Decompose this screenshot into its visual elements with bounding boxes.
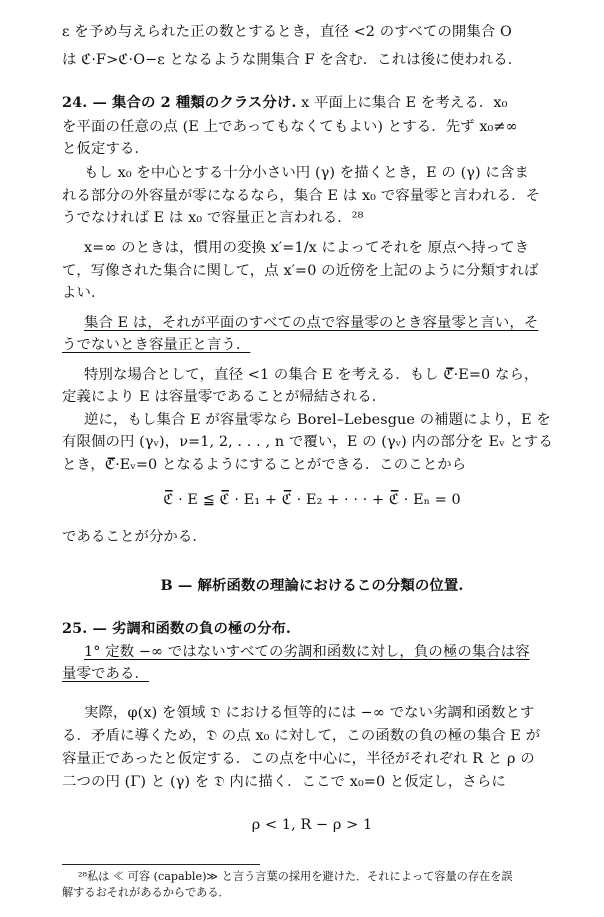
intro-line-2: は ℭ·F>ℭ·O−ε となるような開集合 F を含む．これは後に使われる．: [62, 52, 523, 68]
section-24-line-15: であることが分かる．: [62, 529, 207, 545]
part-b-heading: B — 解析函数の理論におけるこの分類の位置.: [160, 577, 464, 594]
theorem-line-2: 量零である．: [62, 666, 149, 682]
footnote-line-1: ²⁸私は ≪ 可容 (capable)≫ と言う言葉の採用を避けた．それによって容量の存在を誤: [78, 870, 513, 883]
section-25-line-1: 実際，φ(x) を領域 𝔇 における恒等的には −∞ でない劣調和函数とす: [84, 705, 535, 721]
section-24-line-14: とき，ℭ̅·Eᵥ=0 となるようにすることができる．このことから: [62, 457, 467, 473]
definition-line-2: うでないとき容量正と言う．: [62, 337, 251, 353]
section-24-line-13: 有限個の円 (γᵥ)，ν=1, 2, . . . , n で覆い，E の (γᵥ) 内の部分を Eᵥ とする: [62, 434, 553, 450]
section-24-line-5: れる部分の外容量が零になるなら，集合 E は x₀ で容量零と言われる．そ: [62, 188, 541, 204]
section-25-line-4: 二つの円 (Γ) と (γ) を 𝔇 内に描く．ここで x₀=0 と仮定し，さらに: [62, 774, 506, 790]
section-24-line-11: 定義により E は容量零であることが帰結される．: [62, 389, 387, 405]
section-25-line-3: 容量正であったと仮定する．この点を中心に，半径がそれぞれ R と ρ の: [62, 751, 535, 767]
section-24-first-line: [62, 93, 562, 113]
section-24-line-8: て，写像された集合に関して，点 x′=0 の近傍を上記のように分類すれば: [62, 263, 539, 279]
section-25-heading: 25. — 劣調和函数の負の極の分布.: [62, 620, 292, 637]
radius-condition-formula: ρ < 1, R − ρ > 1: [251, 817, 373, 833]
footnote-line-2: 解するおそれがあるからである．: [62, 886, 230, 899]
section-25-line-2: る．矛盾に導くため，𝔇 の点 x₀ に対して，この函数の負の極の集合 E が: [62, 728, 541, 744]
section-24-line-6: うでなければ E は x₀ で容量正と言われる．²⁸: [62, 210, 364, 226]
section-24-line-12: 逆に，もし集合 E が容量零なら Borel–Lebesgue の補題により，E を: [84, 412, 551, 428]
section-24-heading: 24. — 集合の 2 種類のクラス分け.: [62, 94, 297, 111]
footnote-rule: [62, 864, 260, 865]
intro-line-1: ε を予め与えられた正の数とするとき，直径 <2 のすべての開集合 O: [62, 24, 512, 40]
section-24-line-2: を平面の任意の点 (E 上であってもなくてもよい) とする．先ず x₀≠∞: [62, 119, 518, 135]
section-24-line-10: 特別な場合として，直径 <1 の集合 E を考える．もし ℭ̅·E=0 なら，: [84, 367, 539, 383]
section-24-line-3: と仮定する．: [62, 141, 149, 157]
capacity-inequality-formula: ℭ̅ · E ≦ ℭ̅ · E₁ + ℭ̅ · E₂ + · · · + ℭ̅ · Eₙ = 0: [163, 492, 461, 508]
section-24-line-7: x=∞ のときは，慣用の変換 x′=1/x によってそれを 原点へ持ってき: [84, 240, 530, 256]
definition-line-1: 集合 E は，それが平面のすべての点で容量零のとき容量零と言い，そ: [84, 315, 539, 331]
theorem-line-1: 1° 定数 −∞ ではないすべての劣調和函数に対し，負の極の集合は容: [84, 644, 530, 660]
section-24-line-1-rest: x 平面上に集合 E を考える．x₀: [296, 95, 508, 111]
section-24-line-9: よい．: [62, 285, 106, 301]
section-24-line-4: もし x₀ を中心とする十分小さい円 (γ) を描くとき，E の (γ) に含ま: [84, 165, 529, 181]
